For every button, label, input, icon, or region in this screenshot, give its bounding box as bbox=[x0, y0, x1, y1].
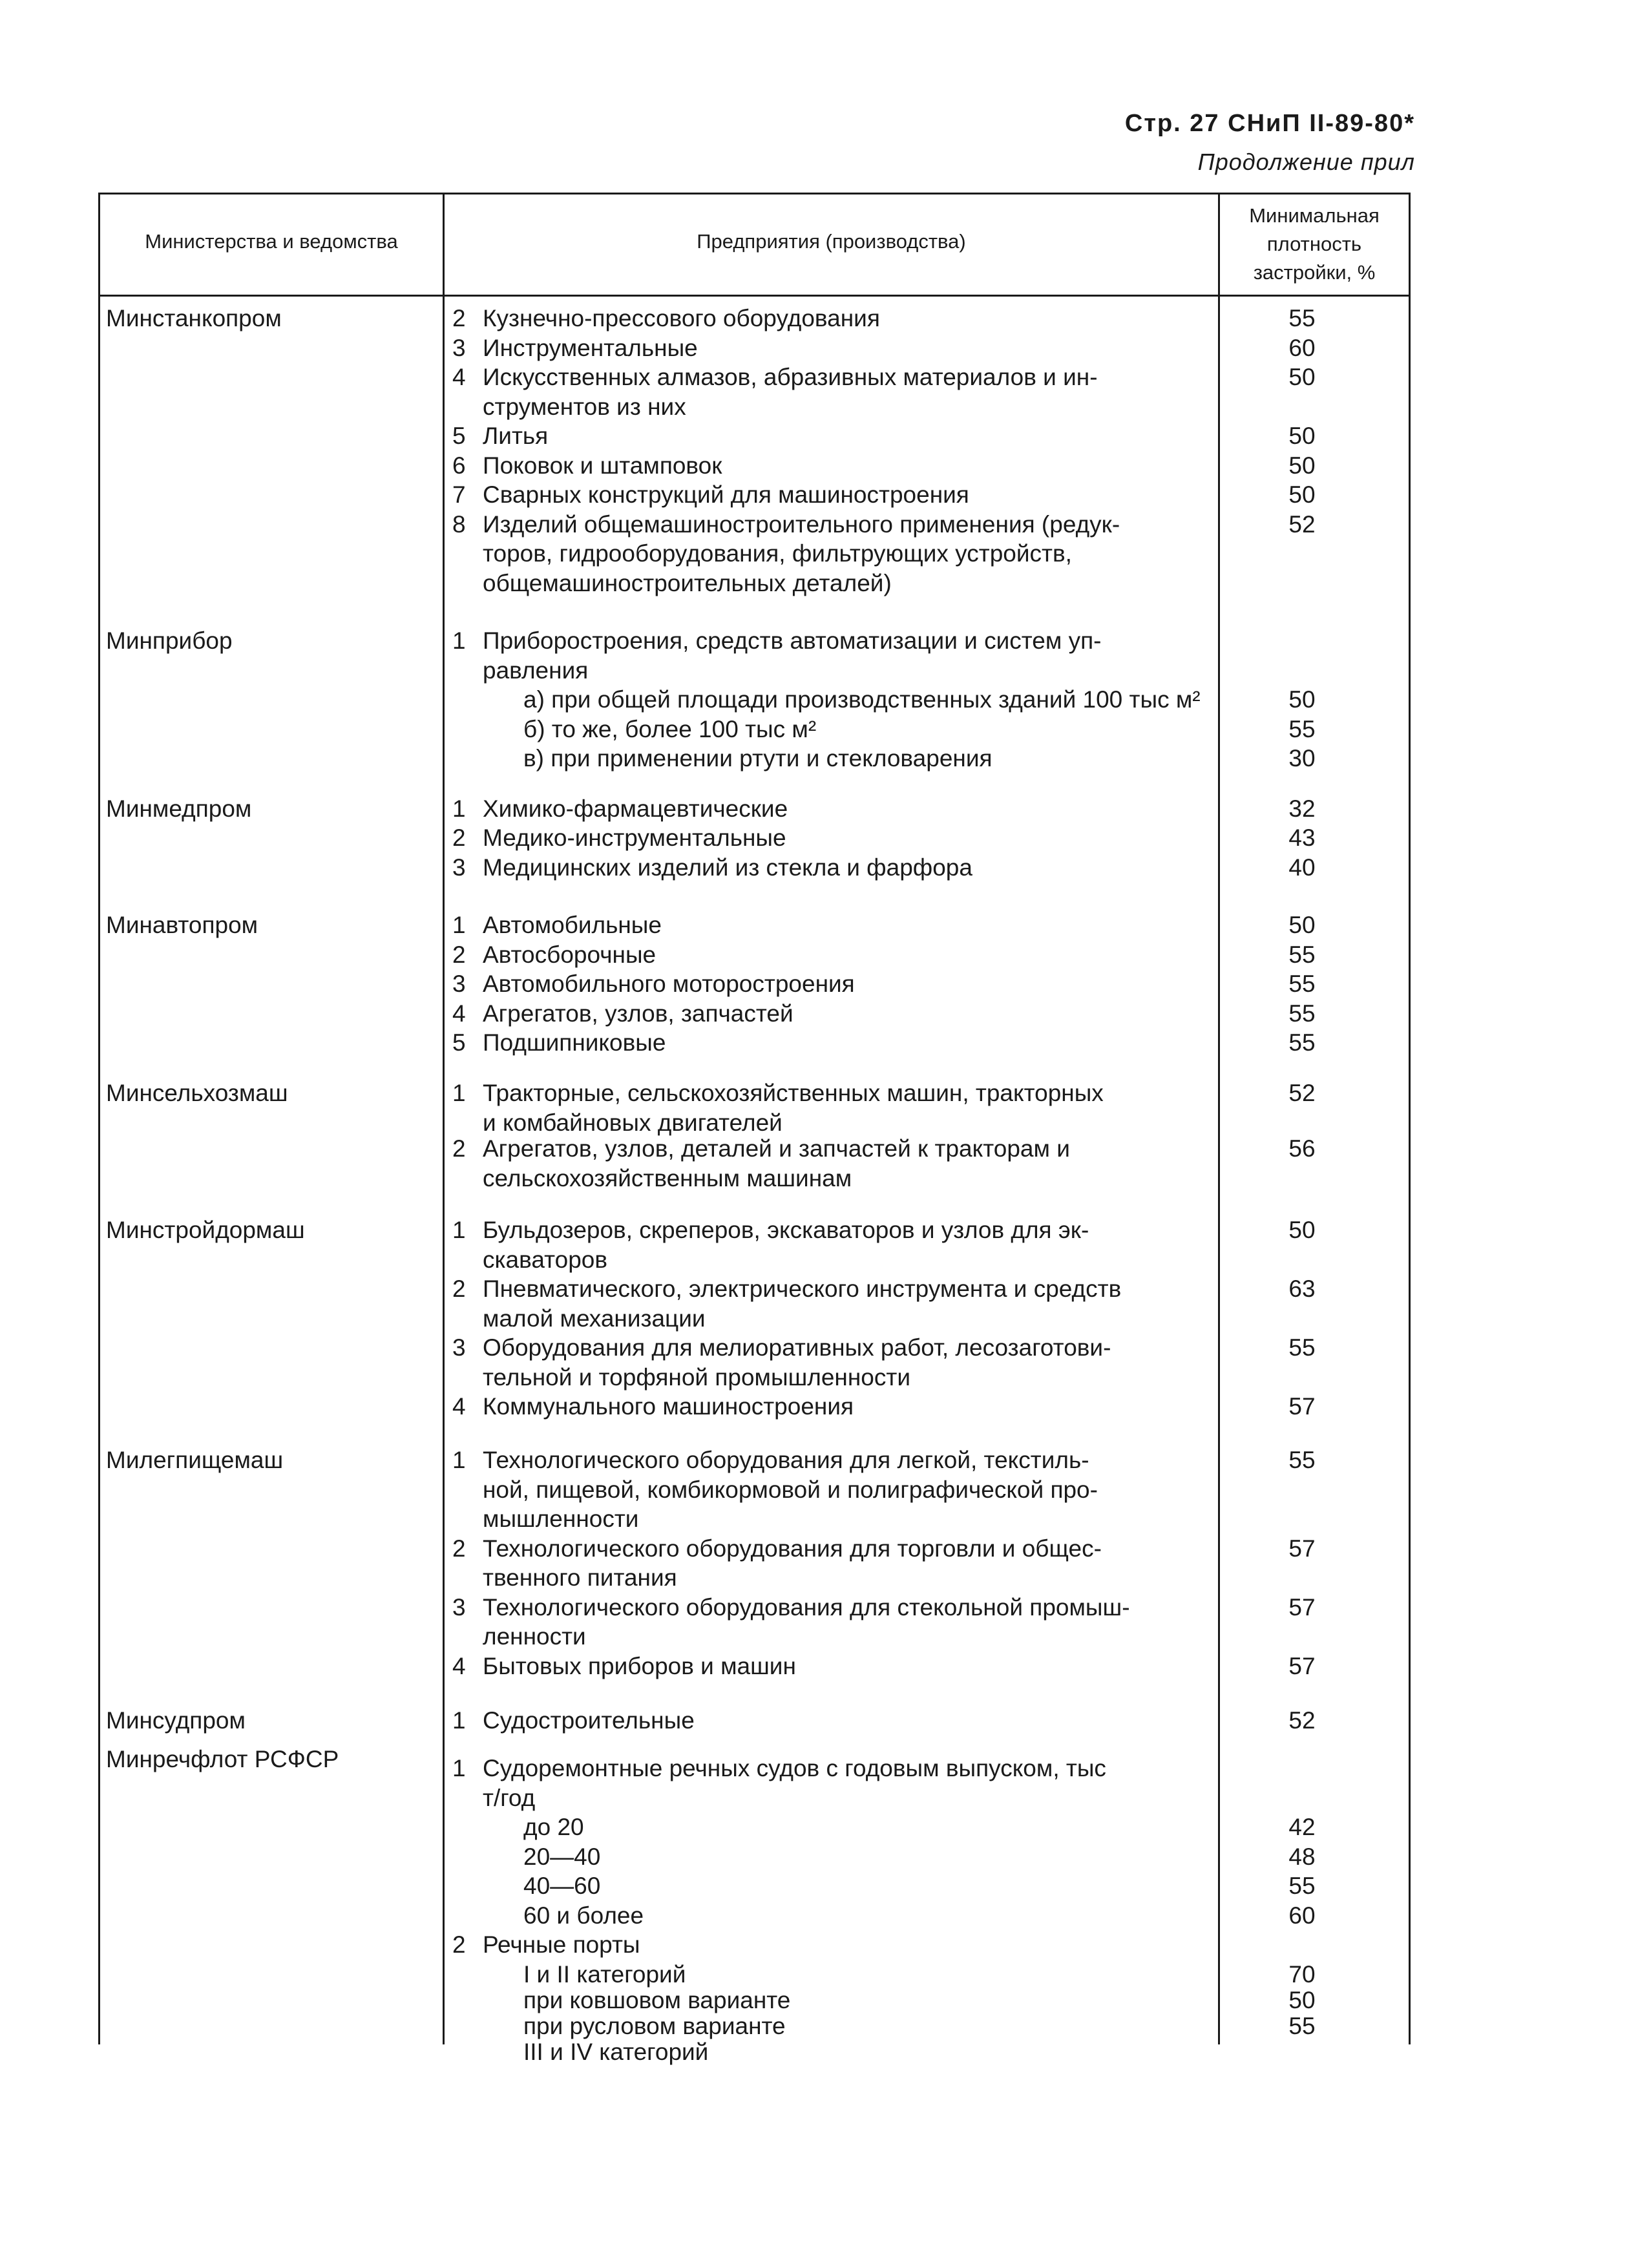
table-row bbox=[0, 824, 1649, 856]
table-row bbox=[0, 1334, 1649, 1365]
density-value: 48 bbox=[1288, 1843, 1316, 1870]
enterprise-text: Коммунального машиностроения bbox=[483, 1393, 854, 1420]
density-value: 50 bbox=[1288, 423, 1316, 449]
ministry-name: Минавтопром bbox=[106, 912, 258, 938]
column-header-density-line-2: плотность bbox=[1266, 233, 1362, 255]
item-number: 1 bbox=[452, 1707, 466, 1734]
table-row bbox=[0, 1564, 1649, 1595]
table-row bbox=[0, 1506, 1649, 1537]
item-number: 1 bbox=[452, 1755, 466, 1781]
table-row bbox=[0, 1364, 1649, 1395]
table-row bbox=[0, 1217, 1649, 1248]
enterprise-text: и комбайновых двигателей bbox=[483, 1109, 782, 1136]
enterprise-text: Автомобильного моторостроения bbox=[483, 971, 855, 997]
ministry-name: Милегпищемаш bbox=[106, 1447, 284, 1473]
table-row bbox=[0, 716, 1649, 747]
item-number: 3 bbox=[452, 971, 466, 997]
density-value: 70 bbox=[1288, 1961, 1316, 1988]
item-number: 1 bbox=[452, 1447, 466, 1473]
item-number: 3 bbox=[452, 1594, 466, 1621]
item-number: 1 bbox=[452, 912, 466, 938]
table-row bbox=[0, 2039, 1649, 2070]
enterprise-text: сельскохозяйственным машинам bbox=[483, 1165, 852, 1192]
table-row bbox=[0, 912, 1649, 943]
ministry-name: Минстанкопром bbox=[106, 305, 282, 331]
enterprise-subitem: при ковшовом варианте bbox=[523, 1987, 791, 2013]
enterprise-subitem: при русловом варианте bbox=[523, 2013, 786, 2039]
table-row bbox=[0, 971, 1649, 1002]
enterprise-text: Технологического оборудования для стекольной промыш- bbox=[483, 1594, 1130, 1621]
item-number: 2 bbox=[452, 305, 466, 331]
ministry-name: Минсельхозмаш bbox=[106, 1080, 288, 1106]
item-number: 6 bbox=[452, 452, 466, 479]
table-row bbox=[0, 1902, 1649, 1933]
column-header-enterprise: Предприятия (производства) bbox=[697, 230, 966, 253]
density-value: 57 bbox=[1288, 1653, 1316, 1679]
density-value: 50 bbox=[1288, 364, 1316, 390]
table-row bbox=[0, 481, 1649, 512]
table-header-rule bbox=[98, 295, 1411, 297]
enterprise-subitem: б) то же, более 100 тыс м² bbox=[523, 716, 817, 742]
density-value: 50 bbox=[1288, 1987, 1316, 2013]
table-row bbox=[0, 1476, 1649, 1507]
table-row bbox=[0, 1931, 1649, 1962]
table-row bbox=[0, 570, 1649, 601]
table-row bbox=[0, 1623, 1649, 1654]
density-value: 52 bbox=[1288, 1707, 1316, 1734]
enterprise-text: ленности bbox=[483, 1623, 586, 1650]
table-row bbox=[0, 364, 1649, 395]
density-value: 42 bbox=[1288, 1814, 1316, 1840]
enterprise-text: торов, гидрооборудования, фильтрующих устройств, bbox=[483, 540, 1072, 567]
item-number: 1 bbox=[452, 795, 466, 822]
enterprise-subitem: 40—60 bbox=[523, 1873, 601, 1899]
item-number: 3 bbox=[452, 1334, 466, 1361]
enterprise-text: Технологического оборудования для торговли и общес- bbox=[483, 1535, 1102, 1562]
enterprise-subitem: а) при общей площади производственных зданий 100 тыс м² bbox=[523, 686, 1201, 713]
enterprise-text: Медицинских изделий из стекла и фарфора bbox=[483, 854, 972, 881]
density-value: 56 bbox=[1288, 1135, 1316, 1162]
table-row bbox=[0, 686, 1649, 717]
table-row bbox=[0, 1653, 1649, 1684]
table-row bbox=[0, 511, 1649, 542]
density-value: 60 bbox=[1288, 1902, 1316, 1929]
enterprise-subitem: 60 и более bbox=[523, 1902, 644, 1929]
column-header-density bbox=[1220, 202, 1409, 287]
enterprise-text: Пневматического, электрического инструмента и средств bbox=[483, 1276, 1122, 1302]
enterprise-text: т/год bbox=[483, 1785, 536, 1811]
density-value: 60 bbox=[1288, 335, 1316, 361]
table-row bbox=[0, 745, 1649, 776]
density-value: 55 bbox=[1288, 1000, 1316, 1027]
item-number: 4 bbox=[452, 1653, 466, 1679]
item-number: 2 bbox=[452, 941, 466, 968]
density-value: 55 bbox=[1288, 1873, 1316, 1899]
enterprise-text: струментов из них bbox=[483, 394, 686, 420]
enterprise-subitem: I и II категорий bbox=[523, 1961, 686, 1988]
enterprise-text: ной, пищевой, комбикормовой и полиграфической про- bbox=[483, 1476, 1098, 1503]
ministry-name: Минречфлот РСФСР bbox=[106, 1746, 339, 1772]
enterprise-text: Поковок и штамповок bbox=[483, 452, 722, 479]
item-number: 2 bbox=[452, 824, 466, 851]
enterprise-text: Тракторные, сельскохозяйственных машин, тракторных bbox=[483, 1080, 1104, 1106]
enterprise-text: тельной и торфяной промышленности bbox=[483, 1364, 910, 1391]
item-number: 5 bbox=[452, 423, 466, 449]
enterprise-text: Технологического оборудования для легкой, текстиль- bbox=[483, 1447, 1089, 1473]
ministry-name: Минприбор bbox=[106, 627, 233, 654]
table-row bbox=[0, 452, 1649, 483]
density-value: 43 bbox=[1288, 824, 1316, 851]
item-number: 4 bbox=[452, 1393, 466, 1420]
table-row bbox=[0, 854, 1649, 885]
table-top-rule bbox=[98, 193, 1411, 194]
density-value: 55 bbox=[1288, 716, 1316, 742]
table-row bbox=[0, 394, 1649, 425]
density-value: 55 bbox=[1288, 1447, 1316, 1473]
table-row bbox=[0, 941, 1649, 972]
density-value: 55 bbox=[1288, 305, 1316, 331]
enterprise-text: Подшипниковые bbox=[483, 1029, 666, 1056]
enterprise-text: Бульдозеров, скреперов, экскаваторов и узлов для эк- bbox=[483, 1217, 1089, 1243]
item-number: 7 bbox=[452, 481, 466, 508]
item-number: 2 bbox=[452, 1276, 466, 1302]
enterprise-text: Медико-инструментальные bbox=[483, 824, 786, 851]
density-value: 63 bbox=[1288, 1276, 1316, 1302]
density-value: 57 bbox=[1288, 1393, 1316, 1420]
column-header-ministry: Министерства и ведомства bbox=[145, 230, 398, 253]
table-row bbox=[0, 423, 1649, 454]
enterprise-text: Автосборочные bbox=[483, 941, 656, 968]
enterprise-text: Автомобильные bbox=[483, 912, 662, 938]
enterprise-text: Бытовых приборов и машин bbox=[483, 1653, 796, 1679]
density-value: 50 bbox=[1288, 1217, 1316, 1243]
table-row bbox=[0, 1029, 1649, 1060]
item-number: 1 bbox=[452, 1080, 466, 1106]
enterprise-text: Оборудования для мелиоративных работ, лесозаготови- bbox=[483, 1334, 1111, 1361]
item-number: 1 bbox=[452, 627, 466, 654]
table-row bbox=[0, 1276, 1649, 1307]
density-value: 57 bbox=[1288, 1535, 1316, 1562]
enterprise-subitem: III и IV категорий bbox=[523, 2039, 709, 2065]
enterprise-text: мышленности bbox=[483, 1506, 639, 1532]
enterprise-text: Сварных конструкций для машиностроения bbox=[483, 481, 969, 508]
ministry-name: Минсудпром bbox=[106, 1707, 246, 1734]
table-row bbox=[0, 1165, 1649, 1196]
table-row bbox=[0, 1707, 1649, 1738]
table-row bbox=[0, 1785, 1649, 1816]
table-row bbox=[0, 1246, 1649, 1277]
item-number: 8 bbox=[452, 511, 466, 538]
item-number: 2 bbox=[452, 1535, 466, 1562]
enterprise-text: Судоремонтные речных судов с годовым выпуском, тыс bbox=[483, 1755, 1106, 1781]
table-row bbox=[0, 305, 1649, 336]
enterprise-text: Кузнечно-прессового оборудования bbox=[483, 305, 880, 331]
table-row bbox=[0, 540, 1649, 571]
density-value: 30 bbox=[1288, 745, 1316, 772]
item-number: 4 bbox=[452, 1000, 466, 1027]
page-header-title: Стр. 27 СНиП II-89-80* bbox=[1124, 110, 1415, 137]
enterprise-subitem: в) при применении ртути и стекловарения bbox=[523, 745, 993, 772]
density-value: 55 bbox=[1288, 1029, 1316, 1056]
enterprise-text: Литья bbox=[483, 423, 549, 449]
table-row bbox=[0, 335, 1649, 366]
enterprise-subitem: до 20 bbox=[523, 1814, 584, 1840]
table-row bbox=[0, 657, 1649, 688]
ministry-name: Минмедпром bbox=[106, 795, 252, 822]
density-value: 52 bbox=[1288, 1080, 1316, 1106]
enterprise-text: Изделий общемашиностроительного применения (редук- bbox=[483, 511, 1120, 538]
item-number: 3 bbox=[452, 854, 466, 881]
table-row bbox=[0, 1594, 1649, 1625]
item-number: 2 bbox=[452, 1931, 466, 1958]
enterprise-text: Агрегатов, узлов, деталей и запчастей к тракторам и bbox=[483, 1135, 1070, 1162]
table-row bbox=[0, 1080, 1649, 1111]
enterprise-text: твенного питания bbox=[483, 1564, 677, 1591]
density-value: 50 bbox=[1288, 912, 1316, 938]
density-value: 52 bbox=[1288, 511, 1316, 538]
table-row bbox=[0, 1814, 1649, 1845]
density-value: 57 bbox=[1288, 1594, 1316, 1621]
enterprise-text: Речные порты bbox=[483, 1931, 640, 1958]
page-header-subtitle: Продолжение прил bbox=[1197, 149, 1415, 175]
density-value: 55 bbox=[1288, 1334, 1316, 1361]
density-value: 32 bbox=[1288, 795, 1316, 822]
enterprise-text: Приборостроения, средств автоматизации и систем уп- bbox=[483, 627, 1102, 654]
density-value: 50 bbox=[1288, 481, 1316, 508]
enterprise-text: скаваторов bbox=[483, 1246, 608, 1273]
enterprise-text: малой механизации bbox=[483, 1305, 706, 1332]
enterprise-text: Искусственных алмазов, абразивных материалов и ин- bbox=[483, 364, 1098, 390]
enterprise-text: общемашиностроительных деталей) bbox=[483, 570, 892, 596]
item-number: 5 bbox=[452, 1029, 466, 1056]
density-value: 50 bbox=[1288, 686, 1316, 713]
enterprise-text: Судостроительные bbox=[483, 1707, 695, 1734]
enterprise-text: Агрегатов, узлов, запчастей bbox=[483, 1000, 793, 1027]
item-number: 2 bbox=[452, 1135, 466, 1162]
item-number: 1 bbox=[452, 1217, 466, 1243]
ministry-name: Минстройдормаш bbox=[106, 1217, 305, 1243]
table-row bbox=[0, 1447, 1649, 1478]
table-row bbox=[0, 1535, 1649, 1566]
enterprise-text: равления bbox=[483, 657, 589, 684]
table-row bbox=[0, 1393, 1649, 1424]
table-row bbox=[0, 1843, 1649, 1874]
density-value: 50 bbox=[1288, 452, 1316, 479]
table-row bbox=[0, 1755, 1649, 1786]
table-row bbox=[0, 1000, 1649, 1031]
density-value: 55 bbox=[1288, 2013, 1316, 2039]
table-row bbox=[0, 795, 1649, 826]
column-header-density-line-3: застройки, % bbox=[1253, 261, 1376, 284]
table-row bbox=[0, 1135, 1649, 1166]
enterprise-subitem: 20—40 bbox=[523, 1843, 601, 1870]
item-number: 3 bbox=[452, 335, 466, 361]
item-number: 4 bbox=[452, 364, 466, 390]
density-value: 55 bbox=[1288, 941, 1316, 968]
table-row bbox=[0, 1305, 1649, 1336]
table-row bbox=[0, 627, 1649, 658]
enterprise-text: Химико-фармацевтические bbox=[483, 795, 788, 822]
density-value: 55 bbox=[1288, 971, 1316, 997]
enterprise-text: Инструментальные bbox=[483, 335, 698, 361]
column-header-density-line-1: Минимальная bbox=[1249, 204, 1380, 227]
density-value: 40 bbox=[1288, 854, 1316, 881]
table-row bbox=[0, 1873, 1649, 1904]
